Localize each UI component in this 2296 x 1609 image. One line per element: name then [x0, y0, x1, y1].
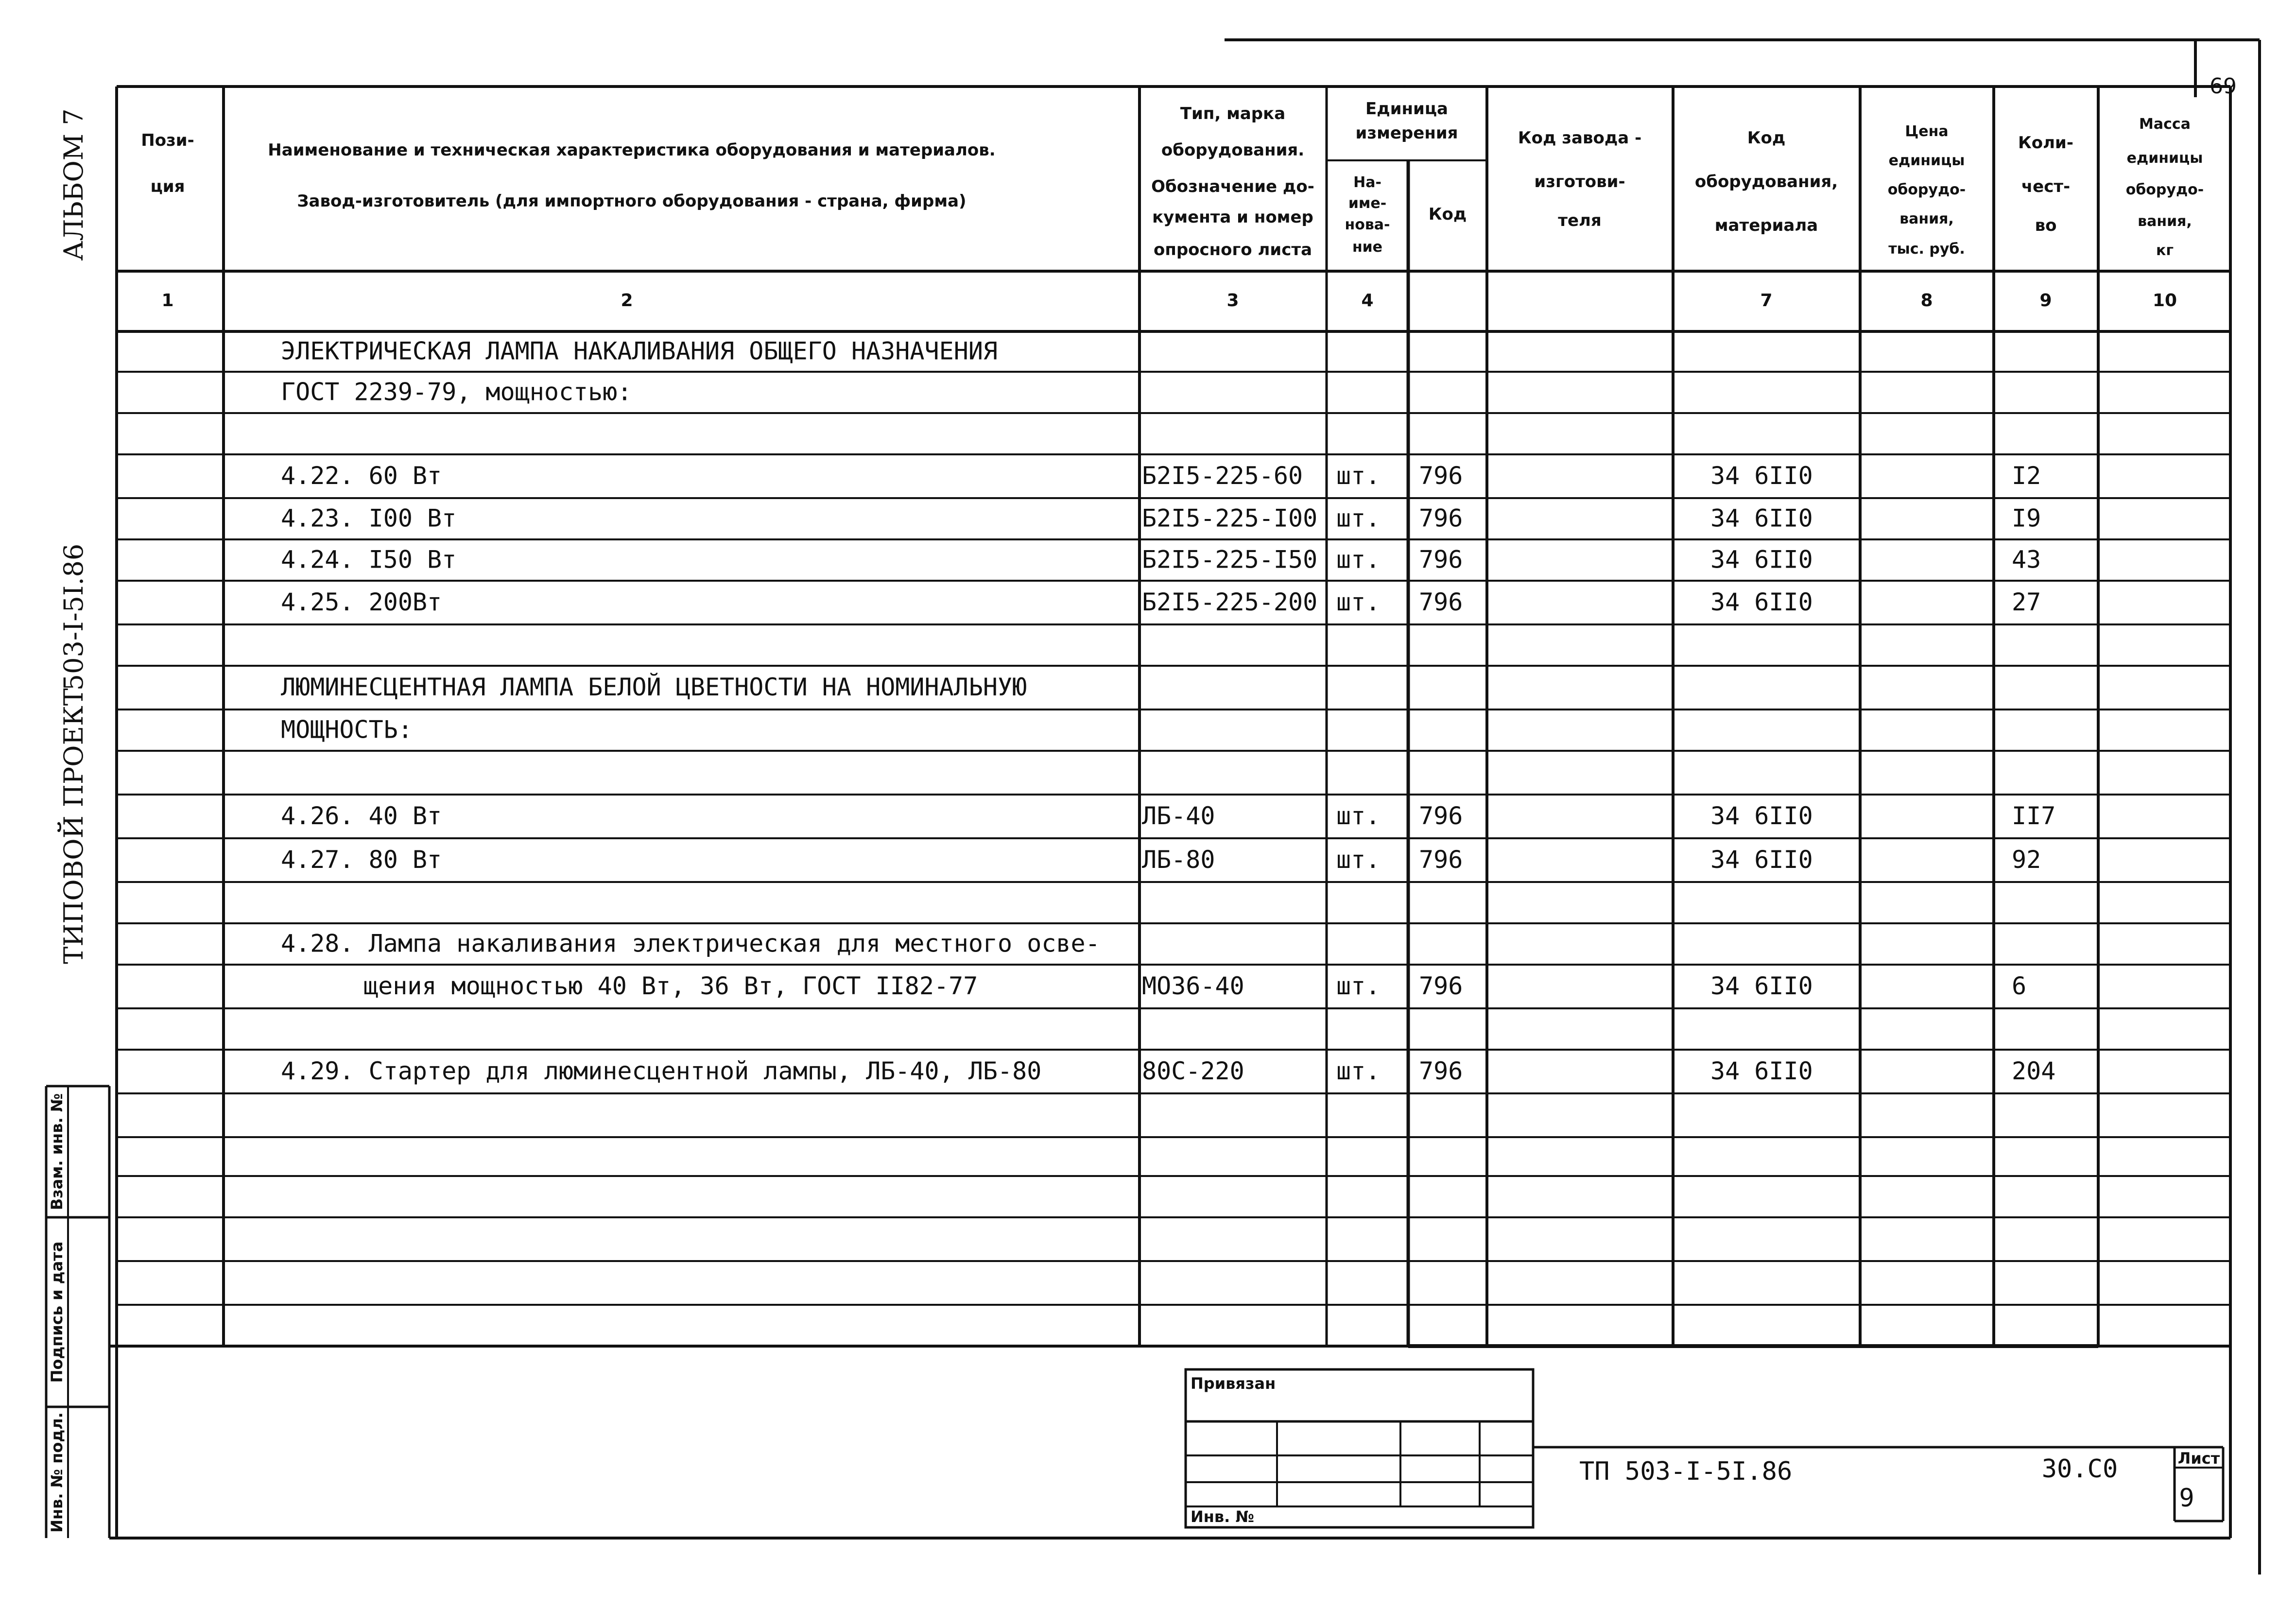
- row-code: 796: [1419, 462, 1463, 490]
- row-name: 4.23. I00 Вт: [281, 504, 457, 533]
- table-row: [281, 378, 632, 406]
- row-qty: I2: [2012, 462, 2041, 490]
- row-mat: 34 6II0: [1710, 972, 1813, 1000]
- vzam-inv-label: Взам. инв. №: [48, 1093, 66, 1211]
- stamp-privyazan: Привязан: [1191, 1374, 1276, 1393]
- row-name: 4.29. Стартер для люминесцентной лампы, ЛБ-40, ЛБ-80: [281, 1057, 1042, 1085]
- stamp-sheet-code: 30.С0: [2041, 1454, 2118, 1484]
- row-code: 796: [1419, 1057, 1463, 1085]
- project-type-side: ТИПОВОЙ ПРОЕКТ: [58, 688, 89, 964]
- table-row: [281, 546, 2041, 574]
- colnum-9: 9: [2039, 291, 2052, 311]
- row-type: 80С-220: [1142, 1057, 1244, 1085]
- header-unitname-4: ние: [1352, 239, 1383, 256]
- row-code: 796: [1419, 972, 1463, 1000]
- row-name: 4.27. 80 Вт: [281, 846, 442, 874]
- header-price-4: вания,: [1899, 210, 1954, 227]
- header-price-1: Цена: [1905, 123, 1949, 140]
- row-unit: шт.: [1336, 846, 1381, 874]
- row-name: ГОСТ 2239-79, мощностью:: [281, 378, 632, 406]
- table-row: [281, 504, 2041, 533]
- row-unit: шт.: [1336, 504, 1381, 533]
- page-number: 69: [2210, 74, 2237, 99]
- header-type-3: Обозначение до-: [1151, 177, 1314, 196]
- row-type: Б2I5-225-I00: [1142, 504, 1318, 533]
- header-unitname-1: На-: [1353, 174, 1381, 191]
- header-qty-1: Коли-: [2018, 133, 2073, 153]
- stamp-doc-code: ТП 503-I-5I.86: [1579, 1457, 1793, 1486]
- table-header: [141, 99, 2204, 260]
- header-type-5: опросного листа: [1153, 240, 1312, 260]
- row-name: 4.24. I50 Вт: [281, 545, 457, 574]
- stamp-list-label: Лист: [2177, 1449, 2220, 1468]
- row-qty: 43: [2012, 545, 2041, 574]
- header-type-4: кумента и номер: [1152, 208, 1313, 227]
- colnum-7: 7: [1760, 291, 1773, 311]
- column-number-row: [161, 291, 2177, 311]
- header-type-1: Тип, марка: [1180, 104, 1286, 123]
- row-name: 4.25. 200Вт: [281, 588, 442, 616]
- stamp-inv-no: Инв. №: [1191, 1507, 1254, 1526]
- row-unit: шт.: [1336, 1057, 1381, 1085]
- table-row: [363, 972, 2026, 1000]
- header-price-5: тыс. руб.: [1888, 241, 1965, 258]
- header-unit-code: Код: [1428, 205, 1467, 224]
- row-code: 796: [1419, 588, 1463, 616]
- header-matcode-3: материала: [1714, 216, 1818, 235]
- header-mass-4: вания,: [2138, 213, 2192, 230]
- row-unit: шт.: [1336, 588, 1381, 616]
- header-matcode-1: Код: [1747, 128, 1786, 148]
- row-name: ЭЛЕКТРИЧЕСКАЯ ЛАМПА НАКАЛИВАНИЯ ОБЩЕГО НАЗНАЧЕНИЯ: [281, 337, 998, 365]
- header-matcode-2: оборудования,: [1694, 172, 1838, 191]
- row-code: 796: [1419, 545, 1463, 574]
- table-row: [281, 673, 1027, 701]
- album-label: АЛЬБОМ 7: [58, 108, 89, 261]
- header-position-1: Пози-: [141, 131, 194, 150]
- podpis-data-label: Подпись и дата: [48, 1241, 66, 1383]
- colnum-4: 4: [1361, 291, 1374, 311]
- colnum-10: 10: [2152, 291, 2177, 311]
- row-mat: 34 6II0: [1710, 802, 1813, 830]
- header-type-2: оборудования.: [1161, 140, 1305, 160]
- row-type: Б2I5-225-60: [1142, 462, 1303, 490]
- header-unit-1: Единица: [1365, 99, 1448, 119]
- colnum-3: 3: [1226, 291, 1239, 311]
- table-row: [281, 337, 998, 365]
- row-unit: шт.: [1336, 802, 1381, 830]
- table-row: [281, 716, 413, 744]
- row-type: ЛБ-80: [1142, 846, 1215, 874]
- row-type: ЛБ-40: [1142, 802, 1215, 830]
- header-price-3: оборудо-: [1887, 181, 1966, 198]
- header-plant-2: изготови-: [1534, 172, 1625, 191]
- table-row: [281, 802, 2055, 830]
- row-name: ЛЮМИНЕСЦЕНТНАЯ ЛАМПА БЕЛОЙ ЦВЕТНОСТИ НА НОМИНАЛЬНУЮ: [281, 673, 1027, 701]
- header-mass-2: единицы: [2126, 150, 2203, 167]
- row-type: Б2I5-225-I50: [1142, 545, 1318, 574]
- header-qty-3: во: [2035, 216, 2057, 235]
- row-type: МО36-40: [1142, 972, 1244, 1000]
- colnum-1: 1: [161, 291, 174, 311]
- table-row: [281, 588, 2041, 616]
- row-mat: 34 6II0: [1710, 588, 1813, 616]
- row-code: 796: [1419, 846, 1463, 874]
- row-type: Б2I5-225-200: [1142, 588, 1318, 616]
- row-qty: 204: [2012, 1057, 2056, 1085]
- row-name: 4.22. 60 Вт: [281, 462, 442, 490]
- row-unit: шт.: [1336, 545, 1381, 574]
- header-unitname-2: име-: [1348, 195, 1387, 212]
- header-position-2: ция: [150, 177, 185, 196]
- header-plant-3: теля: [1558, 211, 1602, 230]
- header-mass-3: оборудо-: [2125, 181, 2204, 198]
- row-name: 4.26. 40 Вт: [281, 802, 442, 830]
- header-name-2: Завод-изготовитель (для импортного оборудования - страна, фирма): [297, 191, 967, 211]
- header-name-1: Наименование и техническая характеристика оборудования и материалов.: [268, 140, 996, 160]
- table-body: [281, 337, 2055, 1086]
- row-qty: II7: [2012, 802, 2056, 830]
- title-stamp: [1191, 1374, 2220, 1526]
- row-mat: 34 6II0: [1710, 545, 1813, 574]
- row-qty: 6: [2012, 972, 2027, 1000]
- table-row: [281, 930, 1100, 958]
- row-code: 796: [1419, 504, 1463, 533]
- colnum-2: 2: [621, 291, 633, 311]
- row-name: МОЩНОСТЬ:: [281, 715, 413, 744]
- table-row: [281, 846, 2041, 874]
- header-mass-1: Масса: [2139, 116, 2191, 133]
- row-name: 4.28. Лампа накаливания электрическая для местного осве-: [281, 929, 1100, 958]
- header-plant-1: Код завода -: [1518, 128, 1642, 148]
- header-unit-2: измерения: [1355, 123, 1458, 143]
- row-unit: шт.: [1336, 462, 1381, 490]
- table-row: [281, 1057, 2055, 1085]
- header-mass-5: кг: [2156, 242, 2174, 259]
- colnum-8: 8: [1920, 291, 1933, 311]
- row-qty: I9: [2012, 504, 2041, 533]
- header-unitname-3: нова-: [1345, 216, 1390, 233]
- row-mat: 34 6II0: [1710, 846, 1813, 874]
- row-unit: шт.: [1336, 972, 1381, 1000]
- row-code: 796: [1419, 802, 1463, 830]
- header-qty-2: чест-: [2021, 177, 2071, 196]
- row-mat: 34 6II0: [1710, 504, 1813, 533]
- stamp-list-value: 9: [2179, 1484, 2194, 1513]
- inv-podl-label: Инв. № подл.: [48, 1412, 66, 1533]
- table-row: [281, 462, 2041, 490]
- row-name: щения мощностью 40 Вт, 36 Вт, ГОСТ II82-77: [363, 972, 978, 1000]
- header-price-2: единицы: [1888, 152, 1965, 169]
- row-mat: 34 6II0: [1710, 1057, 1813, 1085]
- project-code-side: 503-I-5I.86: [58, 543, 89, 691]
- row-qty: 92: [2012, 846, 2041, 874]
- row-qty: 27: [2012, 588, 2041, 616]
- row-mat: 34 6II0: [1710, 462, 1813, 490]
